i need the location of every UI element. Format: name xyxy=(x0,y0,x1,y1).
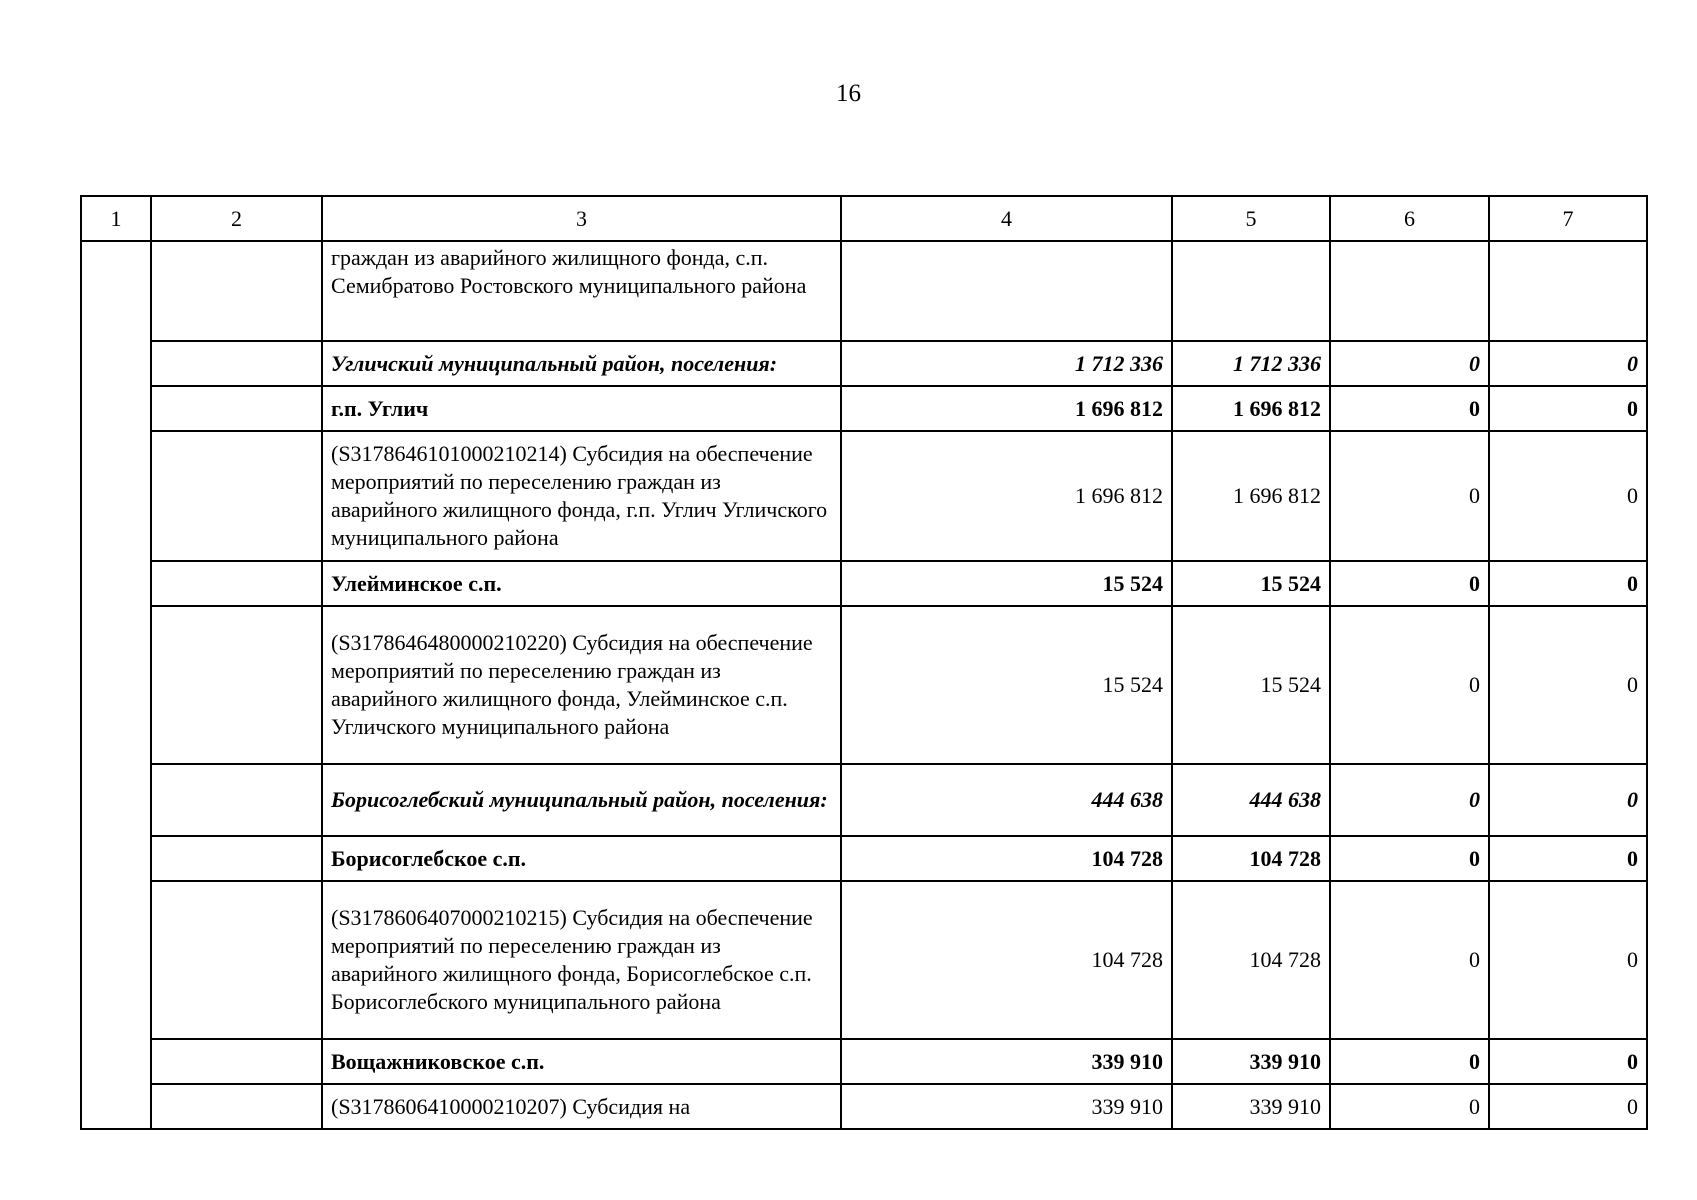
row-value-col-5: 15 524 xyxy=(1172,561,1330,606)
row-value-col-6 xyxy=(1330,241,1489,341)
table-row xyxy=(81,764,1647,836)
header-col-7: 7 xyxy=(1489,196,1647,241)
col-2-cell xyxy=(151,1084,322,1129)
row-value-col-4: 1 696 812 xyxy=(841,431,1172,561)
row-value-col-5 xyxy=(1172,241,1330,341)
row-value-col-4: 15 524 xyxy=(841,561,1172,606)
header-col-2: 2 xyxy=(151,196,322,241)
header-col-4: 4 xyxy=(841,196,1172,241)
row-value-col-4: 444 638 xyxy=(841,764,1172,836)
row-value-col-4 xyxy=(841,241,1172,341)
row-value-col-5: 104 728 xyxy=(1172,836,1330,881)
row-description: Улейминское с.п. xyxy=(322,561,841,606)
table-row xyxy=(81,1084,1647,1129)
col-1-cell xyxy=(81,241,151,1129)
page-number: 16 xyxy=(836,80,861,107)
row-value-col-6: 0 xyxy=(1330,836,1489,881)
row-value-col-7: 0 xyxy=(1489,561,1647,606)
col-2-cell xyxy=(151,836,322,881)
row-value-col-4: 339 910 xyxy=(841,1084,1172,1129)
row-value-col-6: 0 xyxy=(1330,764,1489,836)
col-2-cell xyxy=(151,561,322,606)
budget-table xyxy=(80,195,1648,1130)
table-row xyxy=(81,386,1647,431)
row-value-col-5: 104 728 xyxy=(1172,881,1330,1039)
col-2-cell xyxy=(151,341,322,386)
row-value-col-5: 1 712 336 xyxy=(1172,341,1330,386)
row-value-col-6: 0 xyxy=(1330,1039,1489,1084)
table-row xyxy=(81,241,1647,341)
row-description: (S3178606410000210207) Субсидия на xyxy=(322,1084,841,1129)
header-col-5: 5 xyxy=(1172,196,1330,241)
row-value-col-7: 0 xyxy=(1489,1084,1647,1129)
row-value-col-7 xyxy=(1489,241,1647,341)
row-value-col-4: 15 524 xyxy=(841,606,1172,764)
row-value-col-7: 0 xyxy=(1489,836,1647,881)
table-row xyxy=(81,431,1647,561)
row-value-col-5: 339 910 xyxy=(1172,1039,1330,1084)
row-description: Борисоглебское с.п. xyxy=(322,836,841,881)
row-value-col-4: 1 712 336 xyxy=(841,341,1172,386)
row-value-col-6: 0 xyxy=(1330,606,1489,764)
row-value-col-7: 0 xyxy=(1489,431,1647,561)
col-2-cell xyxy=(151,1039,322,1084)
row-value-col-7: 0 xyxy=(1489,881,1647,1039)
table-row xyxy=(81,606,1647,764)
row-value-col-7: 0 xyxy=(1489,341,1647,386)
row-description: г.п. Углич xyxy=(322,386,841,431)
row-value-col-7: 0 xyxy=(1489,1039,1647,1084)
row-description: Борисоглебский муниципальный район, поселения: xyxy=(322,764,841,836)
table-row xyxy=(81,561,1647,606)
row-value-col-6: 0 xyxy=(1330,881,1489,1039)
row-value-col-5: 15 524 xyxy=(1172,606,1330,764)
row-description: Вощажниковское с.п. xyxy=(322,1039,841,1084)
row-description: граждан из аварийного жилищного фонда, с.п. Семибратово Ростовского муниципального района xyxy=(322,241,841,341)
row-value-col-5: 444 638 xyxy=(1172,764,1330,836)
row-value-col-6: 0 xyxy=(1330,341,1489,386)
table-body xyxy=(81,241,1647,1129)
table-row xyxy=(81,341,1647,386)
col-2-cell xyxy=(151,241,322,341)
row-description: (S3178646101000210214) Субсидия на обеспечение мероприятий по переселению граждан из аварийного жилищного фонда, г.п. Углич Угличского муниципального района xyxy=(322,431,841,561)
col-2-cell xyxy=(151,881,322,1039)
header-col-3: 3 xyxy=(322,196,841,241)
row-value-col-4: 1 696 812 xyxy=(841,386,1172,431)
row-value-col-7: 0 xyxy=(1489,764,1647,836)
row-value-col-4: 104 728 xyxy=(841,881,1172,1039)
row-value-col-6: 0 xyxy=(1330,561,1489,606)
table-row xyxy=(81,836,1647,881)
row-value-col-5: 1 696 812 xyxy=(1172,431,1330,561)
row-value-col-5: 1 696 812 xyxy=(1172,386,1330,431)
row-description: (S3178646480000210220) Субсидия на обеспечение мероприятий по переселению граждан из аварийного жилищного фонда, Улейминское с.п. Угличского муниципального района xyxy=(322,606,841,764)
row-value-col-7: 0 xyxy=(1489,386,1647,431)
col-2-cell xyxy=(151,606,322,764)
row-value-col-6: 0 xyxy=(1330,431,1489,561)
row-description: Угличский муниципальный район, поселения: xyxy=(322,341,841,386)
row-value-col-6: 0 xyxy=(1330,386,1489,431)
header-col-1: 1 xyxy=(81,196,151,241)
row-value-col-5: 339 910 xyxy=(1172,1084,1330,1129)
table-row xyxy=(81,1039,1647,1084)
header-row xyxy=(81,196,1647,241)
header-col-6: 6 xyxy=(1330,196,1489,241)
table-row xyxy=(81,881,1647,1039)
col-2-cell xyxy=(151,764,322,836)
col-2-cell xyxy=(151,431,322,561)
row-value-col-4: 339 910 xyxy=(841,1039,1172,1084)
row-value-col-6: 0 xyxy=(1330,1084,1489,1129)
row-value-col-4: 104 728 xyxy=(841,836,1172,881)
row-value-col-7: 0 xyxy=(1489,606,1647,764)
col-2-cell xyxy=(151,386,322,431)
row-description: (S3178606407000210215) Субсидия на обеспечение мероприятий по переселению граждан из аварийного жилищного фонда, Борисоглебское с.п. Борисоглебского муниципального района xyxy=(322,881,841,1039)
